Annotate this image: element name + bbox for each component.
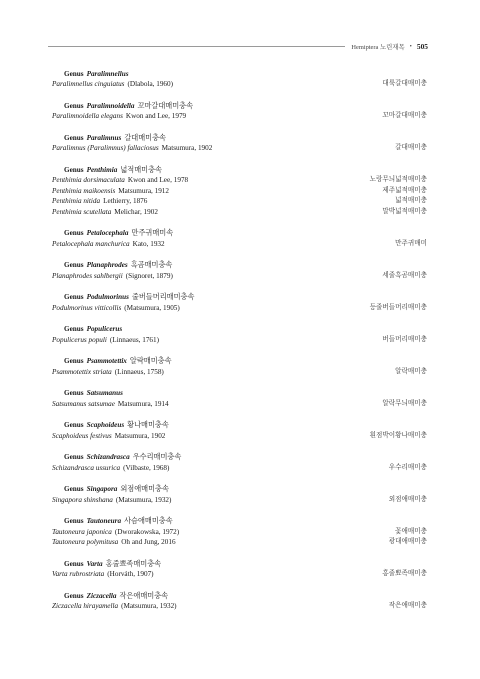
genus-label: Genus [64,261,84,270]
species-name: Paralimnellus cinguiatus [52,80,125,89]
header-separator: • [409,42,412,50]
genus-block [52,260,427,281]
species-author: Matsumura, 1914 [117,399,169,408]
species-author: Kwon and Lee, 1979 [125,112,187,121]
species-korean-name: 알락무늬매미충 [382,399,427,407]
species-row [52,527,427,537]
species-row [52,79,427,89]
species-author: (Matsumura, 1932) [121,602,177,611]
species-row [52,495,427,505]
genus-heading [52,165,427,175]
species-author: Oh and Jung, 2016 [121,538,176,547]
species-scientific [52,271,173,281]
species-scientific [52,239,165,249]
species-korean-name: 만주귀매미 [395,239,427,247]
species-name: Penthimia scutellata [52,207,112,216]
species-korean-name: 말박넓적매미충 [382,207,427,215]
species-row [52,186,427,196]
species-row [52,463,427,473]
species-korean-name: 작은애매미충 [388,602,427,610]
species-author: Kato, 1932 [132,239,165,248]
species-row [52,367,427,377]
genus-block [52,516,427,547]
genus-name: Paralimnellus [86,70,129,78]
genus-heading [52,388,427,398]
species-name: Ziczacella hirayamella [52,602,119,611]
species-scientific [52,367,164,377]
genus-heading [52,591,427,601]
genus-label: Genus [64,102,84,110]
species-author: Matsumura, 1902 [161,144,213,153]
genus-korean-name: 우수리매미충속 [132,453,182,462]
species-name: Scaphoideus festivus [52,431,112,440]
species-korean-name: 홍줄뾰족매미충 [382,570,427,578]
species-korean-name: 흰점박이황나매미충 [369,431,427,439]
species-row [52,239,427,249]
species-row [52,399,427,409]
species-scientific [52,463,169,473]
genus-korean-name: 홍줄뾰족매미충속 [105,559,162,568]
genus-label: Genus [64,293,84,302]
genus-name: Paralimnoidella [86,102,135,110]
genus-name: Penthimia [86,166,118,174]
genus-label: Genus [64,357,84,366]
genus-label: Genus [64,421,84,430]
genus-label: Genus [64,229,84,238]
species-row [52,111,427,121]
genus-korean-name: 만주귀매미속 [131,229,174,238]
genus-heading [52,356,427,366]
species-scientific [52,196,147,206]
species-author: (Matsumura, 1932) [115,495,172,504]
species-korean-name: 갈대매미충 [395,144,427,152]
genus-name: Scaphoideus [86,421,125,430]
species-row [52,271,427,281]
genus-korean-name: 작은애매미충속 [119,591,169,600]
genus-label: Genus [64,134,84,142]
species-row [52,601,427,611]
genus-block [52,292,427,313]
species-scientific [52,175,188,185]
species-korean-name: 알락매미충 [395,367,427,375]
species-author: Kwon and Lee, 1978 [127,176,189,185]
running-title: Hemiptera 노린재목 [351,43,405,51]
species-scientific [52,537,176,547]
species-author: Melichar, 1902 [114,207,158,216]
genus-korean-name: 사슴애매미충속 [124,517,173,526]
species-name: Tautoneura japonica [52,527,112,536]
genus-name: Paralimnus [86,134,122,142]
species-row [52,143,427,153]
genus-name: Psammotettix [86,357,127,366]
genus-block [52,101,427,122]
species-scientific [52,79,173,89]
genus-korean-name: 흑곰매미충속 [130,261,173,270]
species-author: (Vilbaste, 1968) [123,463,170,472]
genus-heading [52,324,427,334]
species-name: Varta rubrostriata [52,570,105,579]
species-name: Penthimia nitida [52,197,101,206]
species-row [52,207,427,217]
page-number: 505 [416,41,428,51]
species-scientific [52,495,171,505]
species-korean-name: 대륙갈대매미충 [382,80,427,88]
species-korean-name: 제주넓적매미충 [382,186,427,194]
genus-heading [52,133,427,143]
species-scientific [52,527,179,537]
species-author: Matsumura, 1912 [118,186,169,195]
species-korean-name: 우수리매미충 [388,463,427,471]
genus-korean-name: 황나매미충속 [127,421,169,430]
species-name: Tautoneura polymitusa [52,538,119,547]
species-korean-name: 노랑무늬넓적매미충 [369,176,427,184]
species-author: (Matsumura, 1905) [124,303,180,312]
species-scientific [52,399,169,409]
species-korean-name: 넓적매미충 [395,197,427,205]
species-row [52,175,427,185]
species-author: (Dlabola, 1960) [127,80,173,89]
genus-block [52,69,427,90]
genus-korean-name: 줄버들머리매미충속 [131,293,195,302]
species-author: Matsumura, 1902 [114,431,166,440]
species-name: Podulmorinus vitticollis [52,303,122,312]
species-scientific [52,569,154,579]
genus-korean-name: 넓적매미충속 [120,166,163,174]
species-name: Paralimnus (Paralimnus) fallaciosus [52,144,159,153]
genus-label: Genus [64,559,84,568]
genus-heading [52,559,427,569]
species-name: Planaphrodes sahlbergii [52,271,123,280]
genus-korean-name: 알락매미충속 [129,357,172,366]
genus-heading [52,452,427,462]
genus-name: Tautoneura [86,517,122,526]
genus-heading [52,484,427,494]
genus-label: Genus [64,591,84,600]
header-rule [48,46,345,47]
species-korean-name: 외점애매미충 [388,495,427,503]
running-header [48,39,428,53]
species-author: (Dworakowska, 1972) [114,527,180,536]
species-row [52,303,427,313]
genus-block [52,452,427,473]
species-scientific [52,111,186,121]
genus-block [52,228,427,249]
species-name: Satsumanus satsumae [52,399,115,408]
species-row [52,196,427,206]
species-author: (Linnaeus, 1761) [109,335,160,344]
species-author: (Linnaeus, 1758) [114,367,164,376]
species-author: (Signoret, 1879) [125,271,173,280]
genus-heading [52,101,427,111]
species-scientific [52,335,159,345]
species-author: (Horváth, 1907) [107,570,154,579]
genus-name: Petalocephala [86,229,129,238]
genus-name: Varta [86,559,103,568]
genus-block [52,324,427,345]
species-korean-name: 등줄버들머리매미충 [369,303,427,311]
species-name: Schizandrasca ussurica [52,463,121,472]
genus-label: Genus [64,389,84,398]
genus-block [52,165,427,217]
genus-block [52,591,427,612]
species-name: Singapora shinshana [52,495,113,504]
species-author: Lethierry, 1876 [103,197,148,206]
genus-block [52,559,427,580]
species-korean-name: 광대애매미충 [388,538,427,546]
species-korean-name: 세줄흑곰매미충 [382,271,427,279]
species-name: Populicerus populi [52,335,107,344]
species-row [52,537,427,547]
species-korean-name: 버들머리매미충 [382,335,427,343]
genus-name: Ziczacella [86,591,117,600]
species-row [52,335,427,345]
genus-block [52,484,427,505]
genus-heading [52,516,427,526]
species-korean-name: 꼬마갈대매미충 [382,112,427,120]
species-name: Paralimnoidella elegans [52,112,123,121]
species-korean-name: 꽃애매미충 [395,527,427,535]
genus-label: Genus [64,325,84,334]
genus-block [52,133,427,154]
species-name: Penthimia maikoensis [52,186,116,195]
species-scientific [52,186,169,196]
genus-heading [52,69,427,79]
species-name: Penthimia dorsimaculata [52,176,125,185]
genus-name: Satsumanus [86,389,123,398]
genus-block [52,388,427,409]
species-scientific [52,601,177,611]
species-row [52,431,427,441]
species-row [52,569,427,579]
genus-heading [52,228,427,238]
species-scientific [52,431,165,441]
genus-heading [52,260,427,270]
genus-korean-name: 갈대매미충속 [124,134,167,142]
species-checklist [52,69,427,623]
genus-heading [52,420,427,430]
genus-name: Singapora [86,485,118,494]
genus-label: Genus [64,453,84,462]
species-scientific [52,303,180,313]
species-scientific [52,143,212,153]
genus-heading [52,292,427,302]
genus-label: Genus [64,70,84,78]
species-name: Psammotettix striata [52,367,112,376]
species-name: Petalocephala manchurica [52,239,130,248]
genus-name: Podulmorinus [86,293,129,302]
genus-block [52,420,427,441]
genus-label: Genus [64,485,84,494]
genus-name: Populicerus [86,325,123,334]
genus-korean-name: 꼬마갈대매미충속 [137,102,194,110]
genus-name: Schizandrasca [86,453,130,462]
genus-korean-name: 외점애매미충속 [120,485,169,494]
genus-block [52,356,427,377]
genus-label: Genus [64,166,84,174]
genus-name: Planaphrodes [86,261,128,270]
species-scientific [52,207,158,217]
genus-label: Genus [64,517,84,526]
